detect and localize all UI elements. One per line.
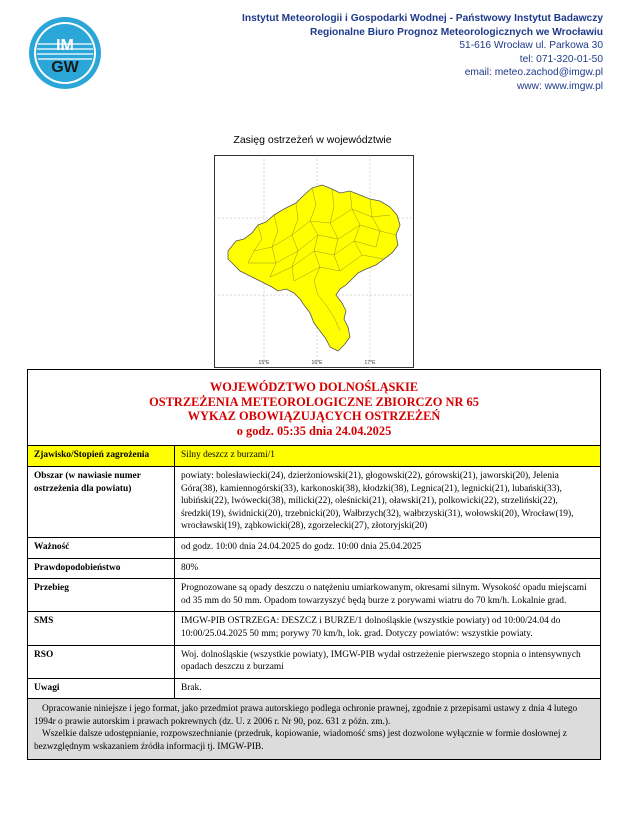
row-value: od godz. 10:00 dnia 24.04.2025 do godz. 10:00 dnia 25.04.2025: [181, 541, 422, 552]
imgw-logo: [28, 16, 102, 90]
svg-text:GW: GW: [51, 59, 79, 76]
org-name: Instytut Meteorologii i Gospodarki Wodnej - Państwowy Instytut Badawczy: [242, 13, 603, 24]
row-label: SMS: [28, 612, 175, 644]
row-value: powiaty: bolesławiecki(24), dzierżoniowski(21), głogowski(22), górowski(21), jaworski(20), Jelenia Góra(38), kamiennogórski(33), karkonoski(38), kłodzki(38), Legnica(21), legnicki(21), lubański(33), lubiński(22), lwówecki(38), milicki(22), oleśnicki(21), oławski(21), polkowicki(22), strzeliński(22), średzki(19), świdnicki(20), trzebnicki(20), Wałbrzych(32), wałbrzyski(31), wołowski(20), Wrocław(19), wrocławski(19), ząbkowicki(28), zgorzelecki(27), złotoryjski(20): [181, 470, 574, 532]
row-area: [28, 467, 600, 538]
row-notes: [28, 679, 600, 700]
lon-label-17: 17°E: [364, 360, 376, 366]
row-label: RSO: [28, 646, 175, 678]
warning-table: [27, 369, 601, 760]
org-website[interactable]: www: www.imgw.pl: [516, 80, 603, 92]
organization-header: [242, 12, 603, 94]
row-phenomenon: [28, 446, 600, 467]
row-label: Obszar (w nawiasie numer ostrzeżenia dla powiatu): [28, 467, 175, 537]
row-value: Silny deszcz z burzami/1: [181, 450, 275, 461]
row-sms: [28, 612, 600, 645]
svg-text:IM: IM: [56, 37, 74, 54]
row-label: Przebieg: [28, 579, 175, 611]
row-value: 80%: [181, 562, 199, 573]
warning-list-title: WYKAZ OBOWIĄZUJĄCYCH OSTRZEŻEŃ: [187, 409, 441, 424]
lon-label-15: 15°E: [258, 360, 270, 366]
org-office: Regionalne Biuro Prognoz Meteorologicznych we Wrocławiu: [309, 26, 603, 38]
row-rso: [28, 646, 600, 679]
row-value: Woj. dolnośląskie (wszystkie powiaty), IMGW-PIB wydał ostrzeżenie pierwszego stopnia o intensywnych opadach deszczu z burzami: [181, 649, 581, 673]
map-title: Zasięg ostrzeżeń w województwie: [233, 134, 392, 146]
row-course: [28, 579, 600, 612]
lon-label-16: 16°E: [311, 360, 323, 366]
warning-region-title: WOJEWÓDZTWO DOLNOŚLĄSKIE: [209, 380, 419, 394]
warning-number-title: OSTRZEŻENIA METEOROLOGICZNE ZBIORCZO NR 65: [149, 394, 479, 409]
row-label: Zjawisko/Stopień zagrożenia: [28, 446, 175, 466]
row-label: Prawdopodobieństwo: [28, 559, 175, 579]
warning-header: [28, 370, 600, 446]
row-value: IMGW-PIB OSTRZEGA: DESZCZ i BURZE/1 dolnośląskie (wszystkie powiaty) od 10:00/24.04 do 10:00/25.04.2025 50 mm; porywy 70 km/h, lok. grad. Dotyczy powiatów: wszystkie powiaty.: [181, 616, 561, 639]
row-probability: [28, 559, 600, 580]
org-address: 51-616 Wrocław ul. Parkowa 30: [459, 40, 603, 52]
row-label: Ważność: [28, 538, 175, 558]
warning-map: [214, 155, 414, 368]
row-validity: [28, 538, 600, 559]
warning-time-title: o godz. 05:35 dnia 24.04.2025: [236, 423, 392, 438]
copyright-footer: [28, 699, 600, 759]
org-email[interactable]: email: meteo.zachod@imgw.pl: [464, 67, 603, 79]
row-label: Uwagi: [28, 679, 175, 699]
redistribution-notice: Wszelkie dalsze udostępnianie, rozpowszechnianie (przedruk, kopiowanie, wiadomość sms) jest dozwolone wyłącznie w formie dosłownej z bezwzględnym wskazaniem źródła informacji tj. IMGW-PIB.: [34, 729, 567, 752]
row-value: Prognozowane są opady deszczu o natężeniu umiarkowanym, okresami silnym. Wysokość opadu miejscami od 35 mm do 50 mm. Opadom towarzyszyć będą burze z porywami wiatru do 70 km/h. Lokalnie grad.: [181, 583, 587, 606]
org-phone: tel: 071-320-01-50: [519, 53, 603, 65]
copyright-notice: Opracowanie niniejsze i jego format, jako przedmiot prawa autorskiego podlega ochronie prawnej, zgodnie z przepisami ustawy z dnia 4 lutego 1994r o prawie autorskim i prawach pokrewnych (dz. U. z 2006 r. Nr 90, poz. 631 z późn. zm.).: [34, 704, 578, 727]
row-value: Brak.: [181, 682, 202, 693]
